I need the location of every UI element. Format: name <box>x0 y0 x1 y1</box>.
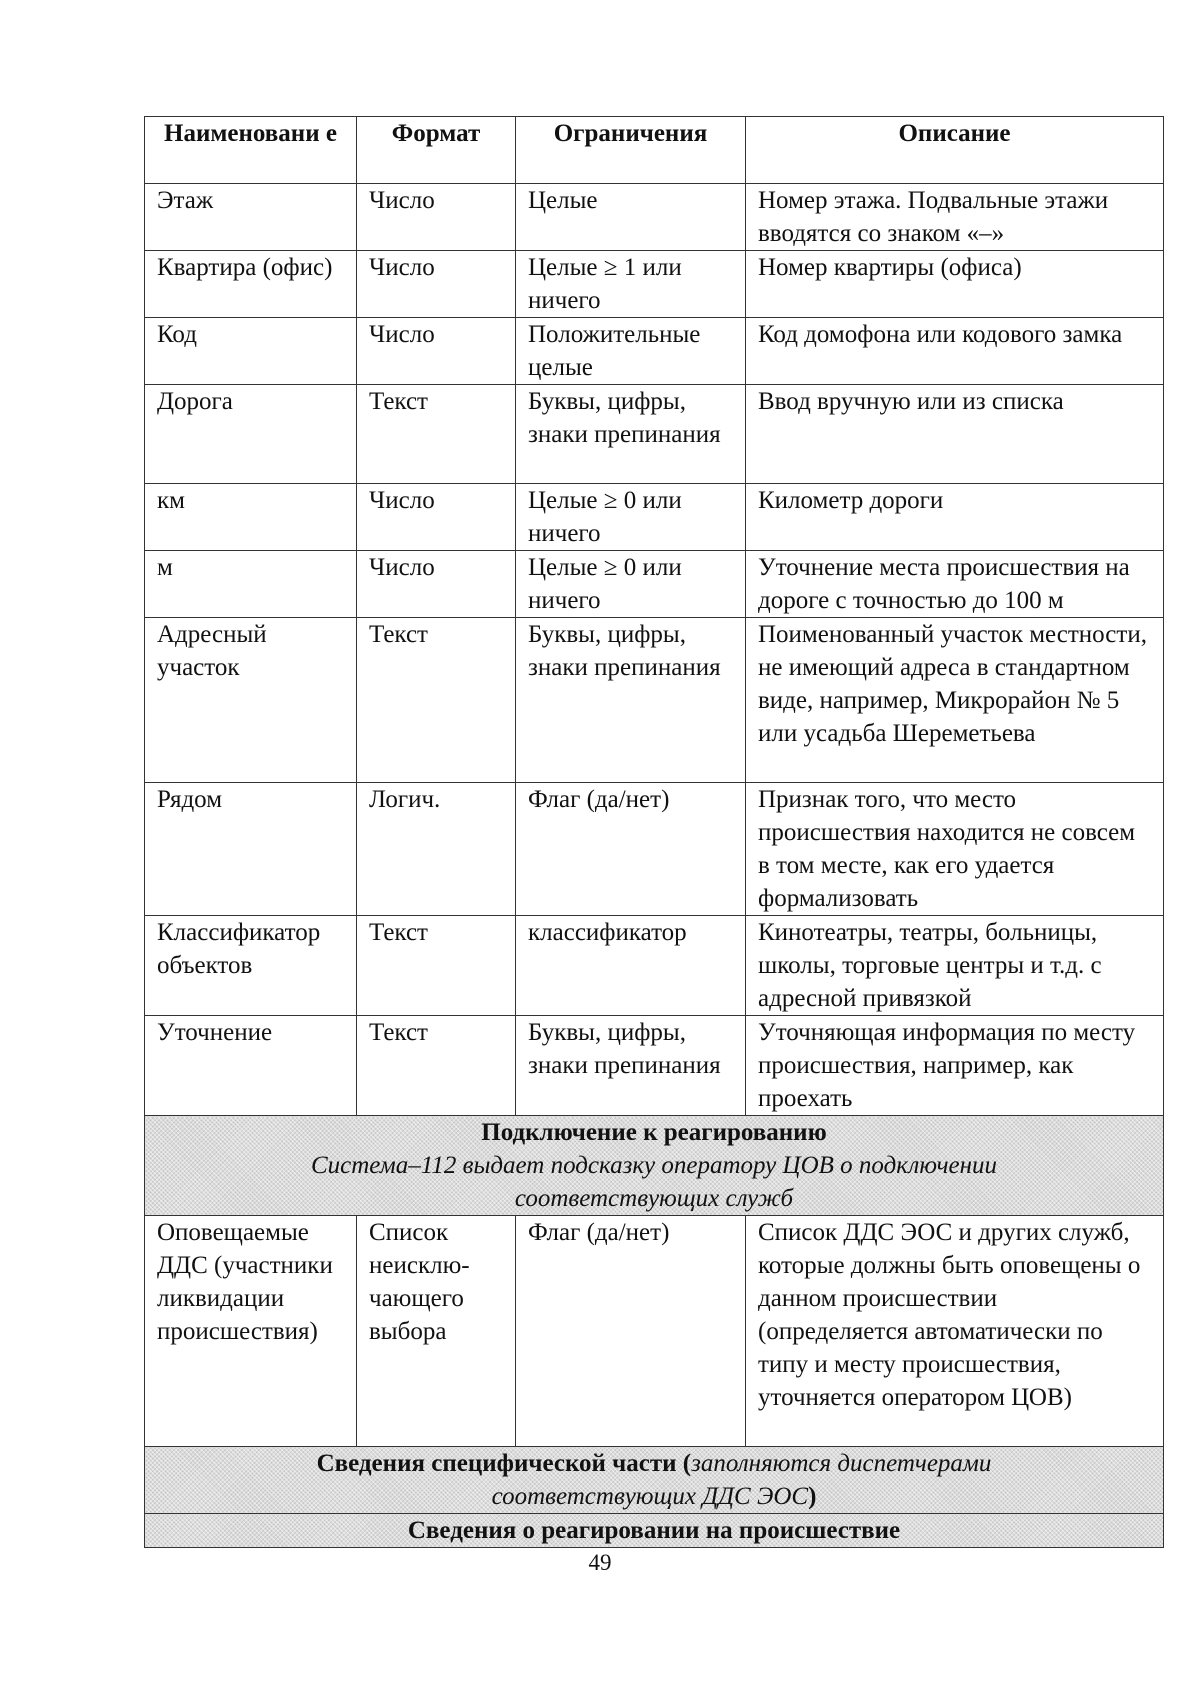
cell-format: Число <box>357 184 516 251</box>
cell-description: Номер квартиры (офиса) <box>746 251 1164 318</box>
cell-name: Уточнение <box>145 1016 357 1116</box>
cell-description: Поименованный участок местности, не имеющий адреса в стандартном виде, например, Микрорайон № 5 или усадьба Шереметьева <box>746 618 1164 783</box>
cell-description: Признак того, что место происшествия находится не совсем в том месте, как его удается формализовать <box>746 783 1164 916</box>
cell-name: Квартира (офис) <box>145 251 357 318</box>
cell-limits: Целые <box>516 184 746 251</box>
cell-limits: классификатор <box>516 916 746 1016</box>
cell-limits: Флаг (да/нет) <box>516 783 746 916</box>
cell-format: Число <box>357 318 516 385</box>
cell-format: Текст <box>357 916 516 1016</box>
table-row <box>145 184 1164 251</box>
table-row-dds <box>145 1216 1164 1447</box>
cell-format: Список неисклю-чающего выбора <box>357 1216 516 1447</box>
header-limits: Ограничения <box>516 117 746 184</box>
cell-format: Число <box>357 251 516 318</box>
section-row-response <box>145 1514 1164 1548</box>
table-row <box>145 618 1164 783</box>
header-format: Формат <box>357 117 516 184</box>
section-title-reaction: Подключение к реагированию <box>481 1119 827 1146</box>
cell-limits: Буквы, цифры, знаки препинания <box>516 618 746 783</box>
cell-description: Ввод вручную или из списка <box>746 385 1164 484</box>
section-title-response: Сведения о реагировании на происшествие <box>145 1514 1164 1548</box>
cell-limits: Целые ≥ 0 или ничего <box>516 484 746 551</box>
table-row <box>145 318 1164 385</box>
cell-description: Код домофона или кодового замка <box>746 318 1164 385</box>
cell-description: Уточнение места происшествия на дороге с точностью до 100 м <box>746 551 1164 618</box>
cell-name: Оповещаемые ДДС (участники ликвидации происшествия) <box>145 1216 357 1447</box>
cell-description: Километр дороги <box>746 484 1164 551</box>
section-row-specific <box>145 1447 1164 1514</box>
cell-name: м <box>145 551 357 618</box>
cell-limits: Буквы, цифры, знаки препинания <box>516 385 746 484</box>
table-row <box>145 551 1164 618</box>
cell-limits: Буквы, цифры, знаки препинания <box>516 1016 746 1116</box>
cell-limits: Целые ≥ 1 или ничего <box>516 251 746 318</box>
cell-format: Число <box>357 484 516 551</box>
section-band-reaction <box>145 1116 1164 1216</box>
cell-name: км <box>145 484 357 551</box>
cell-description: Номер этажа. Подвальные этажи вводятся со знаком «–» <box>746 184 1164 251</box>
header-description: Описание <box>746 117 1164 184</box>
section-row-reaction <box>145 1116 1164 1216</box>
cell-description: Уточняющая информация по месту происшествия, например, как проехать <box>746 1016 1164 1116</box>
cell-description: Кинотеатры, театры, больницы, школы, торговые центры и т.д. с адресной привязкой <box>746 916 1164 1016</box>
cell-name: Рядом <box>145 783 357 916</box>
table-row <box>145 916 1164 1016</box>
cell-limits: Положительные целые <box>516 318 746 385</box>
cell-name: Адресный участок <box>145 618 357 783</box>
cell-format: Текст <box>357 618 516 783</box>
cell-name: Классификатор объектов <box>145 916 357 1016</box>
cell-name: Этаж <box>145 184 357 251</box>
section-subtitle-reaction: Система–112 выдает подсказку оператору ЦОВ о подключении соответствующих служб <box>310 1152 998 1212</box>
section-note-specific: заполняются диспетчерами соответствующих ДДС ЭОС <box>491 1450 992 1510</box>
cell-format: Логич. <box>357 783 516 916</box>
table-row <box>145 783 1164 916</box>
data-fields-table <box>144 116 1164 1548</box>
cell-limits: Флаг (да/нет) <box>516 1216 746 1447</box>
cell-name: Дорога <box>145 385 357 484</box>
table-row <box>145 1016 1164 1116</box>
cell-format: Число <box>357 551 516 618</box>
header-name: Наименовани е <box>145 117 357 184</box>
section-band-specific <box>145 1447 1164 1514</box>
table-row <box>145 484 1164 551</box>
cell-description: Список ДДС ЭОС и других служб, которые должны быть оповещены о данном происшествии (определяется автоматически по типу и месту происшествия, уточняется оператором ЦОВ) <box>746 1216 1164 1447</box>
section-close-specific: ) <box>808 1483 817 1510</box>
cell-format: Текст <box>357 385 516 484</box>
table-row <box>145 251 1164 318</box>
section-title-specific: Сведения специфической части ( <box>316 1450 692 1477</box>
page-number: 49 <box>588 1550 612 1575</box>
cell-name: Код <box>145 318 357 385</box>
cell-format: Текст <box>357 1016 516 1116</box>
table-header-row <box>145 117 1164 184</box>
table-row <box>145 385 1164 484</box>
cell-limits: Целые ≥ 0 или ничего <box>516 551 746 618</box>
